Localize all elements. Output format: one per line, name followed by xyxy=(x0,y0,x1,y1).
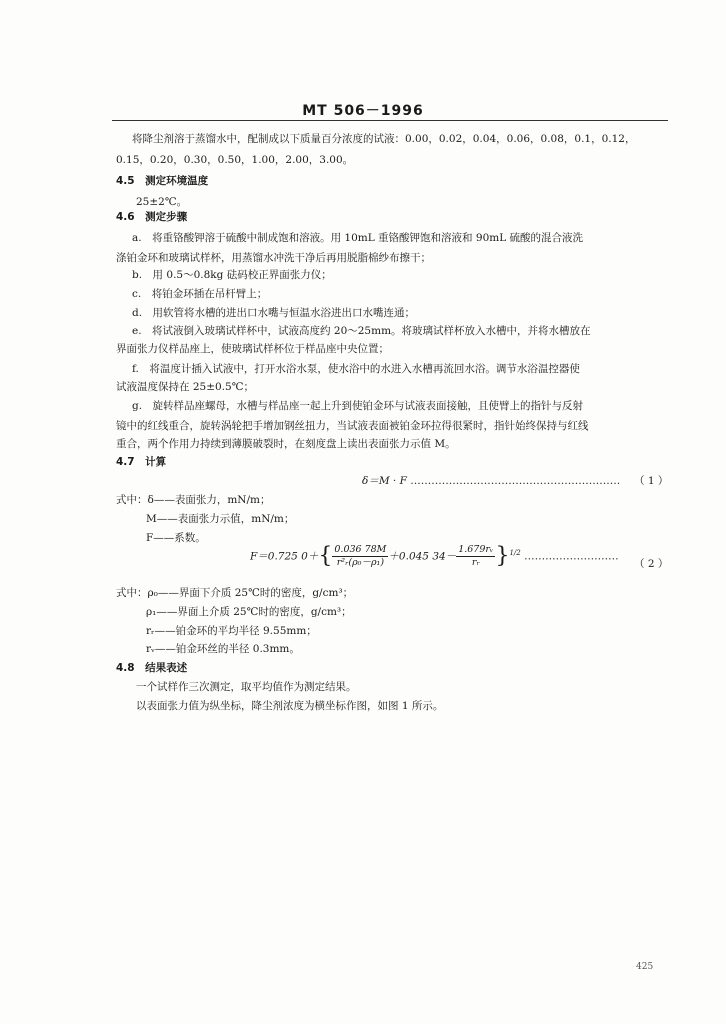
result-para-2: 以表面张力值为纵坐标，降尘剂浓度为横坐标作图，如图 1 所示。 xyxy=(136,700,444,712)
section-4-8-title: 4.8 结果表述 xyxy=(116,662,188,674)
para-solution-prep-cont: 0.15，0.20，0.30，0.50，1.00，2.00，3.00。 xyxy=(116,154,354,166)
fraction-1 xyxy=(332,544,388,569)
fraction-2 xyxy=(456,544,495,569)
standard-header: MT 506－1996 xyxy=(302,103,424,119)
step-g-cont-1: 镜中的红线重合，旋转涡轮把手增加钢丝扭力，当试液表面被铂金环拉得很紧时，指针始终保持与红线 xyxy=(116,420,589,432)
page-number: 425 xyxy=(636,962,654,972)
formula-2-lhs: F＝0.725 0＋ xyxy=(250,550,319,563)
result-para-1: 一个试样作三次测定，取平均值作为测定结果。 xyxy=(136,681,357,693)
step-f: f. 将温度计插入试液中，打开水浴水泵，使水浴中的水进入水槽再流回水浴。调节水浴温控器使 xyxy=(132,363,580,375)
step-g-cont-2: 重合，两个作用力持续到薄膜破裂时，在刻度盘上读出表面张力示值 M。 xyxy=(116,438,456,450)
temperature-value: 25±2℃。 xyxy=(136,196,188,208)
section-4-5-title: 4.5 测定环境温度 xyxy=(116,175,209,187)
step-f-cont: 试液温度保持在 25±0.5℃； xyxy=(116,381,254,393)
left-brace: { xyxy=(318,543,333,569)
step-a-cont: 涤铂金环和玻璃试样杯，用蒸馏水冲洗干净后再用脱脂棉纱布擦干； xyxy=(116,252,431,264)
where-rho0: 式中：ρ₀——界面下介质 25℃时的密度，g/cm³； xyxy=(116,587,354,599)
formula-1-number: （ 1 ） xyxy=(634,475,669,487)
formula-1 xyxy=(362,473,620,488)
where-delta: 式中：δ——表面张力，mN/m； xyxy=(116,494,271,506)
where-rr: rᵣ——铂金环的平均半径 9.55mm； xyxy=(146,625,317,637)
fraction-1-numerator: 0.036 78M xyxy=(334,544,387,555)
where-rw: rᵥ——铂金环丝的半径 0.3mm。 xyxy=(146,643,300,655)
step-g: g. 旋转样品座螺母，水槽与样品座一起上升到使铂金环与试液表面接触，且使臂上的指针与反射 xyxy=(132,400,584,412)
where-rho1: ρ₁——界面上介质 25℃时的密度，g/cm³； xyxy=(146,606,352,618)
formula-2 xyxy=(250,544,619,569)
step-d: d. 用软管将水槽的进出口水嘴与恒温水浴进出口水嘴连通； xyxy=(132,307,416,319)
fraction-1-denominator: r²ᵣ(ρ₀－ρ₁) xyxy=(336,557,385,568)
formula-2-exponent: 1/2 xyxy=(509,549,521,557)
section-4-7-title: 4.7 计算 xyxy=(116,456,167,468)
right-brace: } xyxy=(495,543,510,569)
where-F: F——系数。 xyxy=(146,532,206,544)
step-c: c. 将铂金环插在吊杆臂上； xyxy=(132,288,268,300)
para-solution-prep: 将降尘剂溶于蒸馏水中，配制成以下质量百分浓度的试液：0.00，0.02，0.04，0.06，0.08，0.1，0.12， xyxy=(132,133,636,145)
fraction-2-denominator: rᵣ xyxy=(471,557,480,568)
formula-2-mid: ＋0.045 34－ xyxy=(388,550,457,563)
section-4-6-title: 4.6 测定步骤 xyxy=(116,211,188,223)
step-b: b. 用 0.5～0.8kg 砝码校正界面张力仪； xyxy=(132,269,332,281)
step-a: a. 将重铬酸钾溶于硫酸中制成饱和溶液。用 10mL 重铬酸钾饱和溶液和 90mL 硫酸的混合液洗 xyxy=(132,232,584,244)
header-rule xyxy=(112,120,668,121)
step-e: e. 将试液倒入玻璃试样杯中，试液高度约 20～25mm。将玻璃试样杯放入水槽中，并将水槽放在 xyxy=(132,325,591,337)
step-e-cont: 界面张力仪样品座上，使玻璃试样杯位于样品座中央位置； xyxy=(116,343,389,355)
formula-1-expr: δ＝M · F xyxy=(362,475,407,487)
formula-1-dots: …………………………………………………… xyxy=(410,475,621,487)
formula-2-number: （ 2 ） xyxy=(634,558,669,570)
formula-2-dots: ……………………… xyxy=(524,550,619,563)
where-M: M——表面张力示值，mN/m； xyxy=(146,513,295,525)
fraction-2-numerator: 1.679rᵥ xyxy=(458,544,494,555)
